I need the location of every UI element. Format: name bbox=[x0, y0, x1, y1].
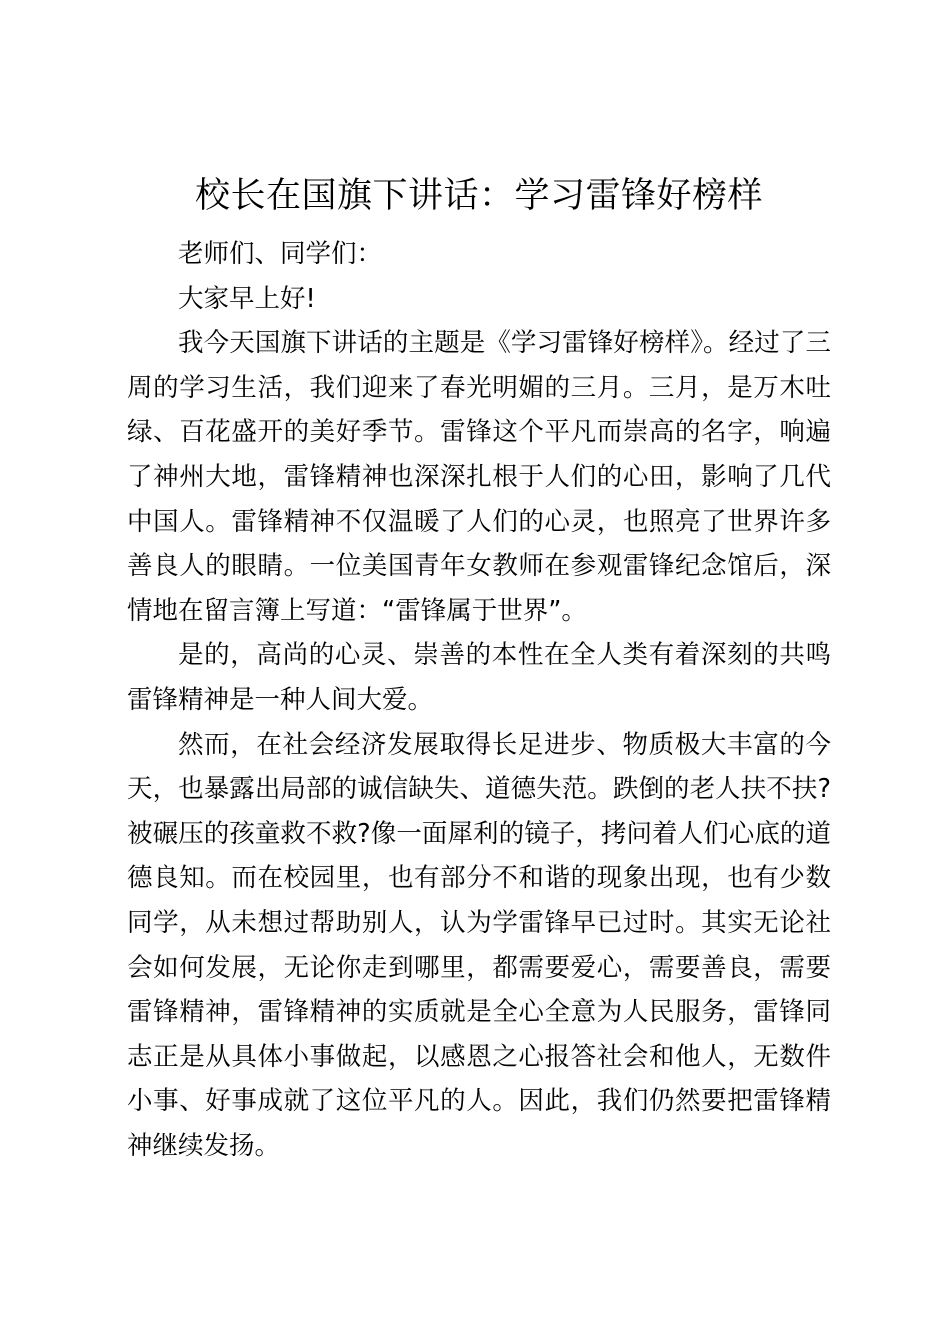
document-title: 校长在国旗下讲话：学习雷锋好榜样 bbox=[194, 176, 763, 216]
paragraph-topic: 我今天国旗下讲话的主题是《学习雷锋好榜样》。经过了三周的学习生活，我们迎来了春光明媚的三月。三月，是万木吐绿、百花盛开的美好季节。雷锋这个平凡而崇高的名字，响遍了神州大地，雷锋精神也深深扎根于人们的心田，影响了几代中国人。雷锋精神不仅温暖了人们的心灵，也照亮了世界许多善良人的眼睛。一位美国青年女教师在参观雷锋纪念馆后，深情地在留言簿上写道：“雷锋属于世界”。 bbox=[127, 328, 831, 626]
paragraph-greeting: 老师们、同学们： bbox=[178, 239, 383, 269]
paragraph-good-morning: 大家早上好! bbox=[178, 283, 316, 314]
document-page bbox=[127, 170, 831, 1168]
paragraph-however: 然而，在社会经济发展取得长足进步、物质极大丰富的今天，也暴露出局部的诚信缺失、道德失范。跌倒的老人扶不扶?被碾压的孩童救不救?像一面犀利的镜子，拷问着人们心底的道德良知。而在校园里，也有部分不和谐的现象出现，也有少数同学，从未想过帮助别人，认为学雷锋早已过时。其实无论社会如何发展，无论你走到哪里，都需要爱心，需要善良，需要雷锋精神，雷锋精神的实质就是全心全意为人民服务，雷锋同志正是从具体小事做起，以感恩之心报答社会和他人，无数件小事、好事成就了这位平凡的人。因此，我们仍然要把雷锋精神继续发扬。 bbox=[127, 729, 831, 1161]
paragraph-resonance: 是的，高尚的心灵、崇善的本性在全人类有着深刻的共鸣雷锋精神是一种人间大爱。 bbox=[127, 640, 831, 715]
